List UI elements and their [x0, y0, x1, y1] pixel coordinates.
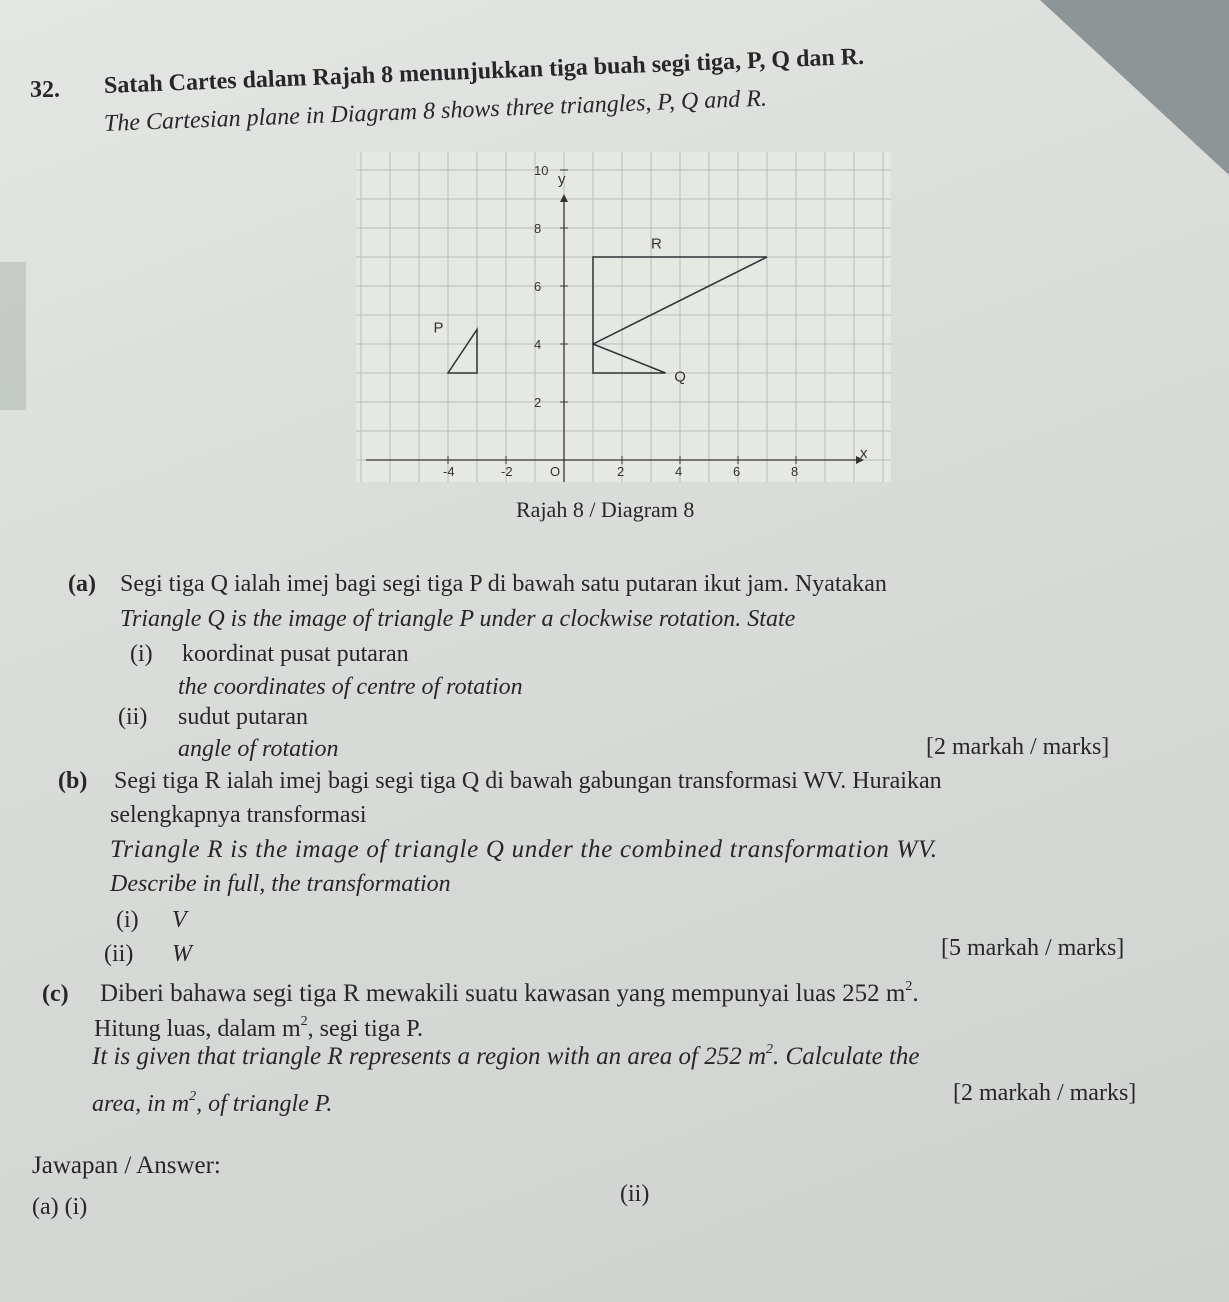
part-c-malay-1: Diberi bahawa segi tiga R mewakili suatu kawasan yang mempunyai luas 252 $m^2$. — [100, 978, 919, 1007]
y-tick-label: 6 — [534, 279, 542, 294]
x-tick-label: -4 — [443, 464, 455, 479]
part-a-english: Triangle Q is the image of triangle P under a clockwise rotation. State — [120, 606, 796, 632]
intro-malay: Satah Cartes dalam Rajah 8 menunjukkan tiga buah segi tiga, P, Q dan R. — [103, 43, 865, 99]
intro-english: The Cartesian plane in Diagram 8 shows three triangles, P, Q and R. — [103, 85, 768, 137]
y-tick-label: 4 — [534, 337, 542, 352]
part-c-marks: [2 markah / marks] — [953, 1080, 1137, 1106]
part-b-marks: [5 markah / marks] — [941, 935, 1125, 961]
answer-heading: Jawapan / Answer: — [32, 1152, 221, 1179]
x-tick-label: 2 — [617, 464, 625, 479]
x-tick-label: 4 — [675, 464, 683, 479]
part-a-ii-label: (ii) — [118, 704, 148, 730]
part-a-label: (a) — [68, 571, 96, 597]
page-edge-shadow — [0, 262, 26, 410]
part-b-i-label: (i) — [116, 907, 139, 933]
x-tick-label: O — [550, 464, 561, 479]
x-tick-label: 6 — [733, 464, 741, 479]
triangle-q-label: Q — [674, 368, 686, 386]
part-a-i-english: the coordinates of centre of rotation — [178, 674, 523, 700]
part-a-i-label: (i) — [130, 641, 153, 667]
part-b-ii-w: W — [172, 941, 192, 967]
part-b-label: (b) — [58, 768, 88, 794]
part-a-marks: [2 markah / marks] — [926, 734, 1110, 760]
part-c-english-2: area, in $m^2$, of triangle P. — [92, 1089, 333, 1117]
cartesian-diagram — [356, 152, 891, 482]
part-a-i-malay: koordinat pusat putaran — [182, 641, 409, 667]
y-axis-label: y — [558, 171, 566, 188]
triangle-p-label: P — [433, 319, 444, 337]
part-c-label: (c) — [42, 981, 69, 1007]
part-a-ii-malay: sudut putaran — [178, 704, 308, 730]
part-b-ii-label: (ii) — [104, 941, 134, 967]
triangle-r-label: R — [651, 235, 662, 253]
diagram-caption: Rajah 8 / Diagram 8 — [516, 497, 695, 522]
part-b-i-v: V — [172, 907, 187, 933]
y-tick-label: 8 — [534, 221, 542, 236]
y-tick-label: 10 — [534, 163, 549, 178]
part-b-malay-1: Segi tiga R ialah imej bagi segi tiga Q di bawah gabungan transformasi WV. Huraikan — [114, 768, 942, 794]
question-number: 32. — [30, 77, 60, 103]
part-b-english-1: Triangle R is the image of triangle Q under the combined transformation WV. — [110, 836, 938, 863]
part-b-malay-2: selengkapnya transformasi — [110, 802, 367, 828]
y-tick-label: 2 — [534, 395, 542, 410]
part-c-english-1: It is given that triangle R represents a region with an area of 252 $m^2$. Calculate the — [92, 1041, 920, 1070]
x-axis-label: x — [860, 445, 868, 462]
part-b-english-2: Describe in full, the transformation — [110, 871, 451, 897]
part-c-malay-2: Hitung luas, dalam $m^2$, segi tiga P. — [94, 1014, 423, 1042]
x-tick-label: 8 — [791, 464, 799, 479]
part-a-ii-english: angle of rotation — [178, 736, 339, 762]
part-a-malay: Segi tiga Q ialah imej bagi segi tiga P di bawah satu putaran ikut jam. Nyatakan — [120, 571, 887, 597]
diagram-background — [356, 152, 891, 482]
x-tick-label: -2 — [501, 464, 513, 479]
answer-a-ii-label: (ii) — [620, 1181, 650, 1207]
answer-a-i-label: (a) (i) — [32, 1194, 88, 1220]
